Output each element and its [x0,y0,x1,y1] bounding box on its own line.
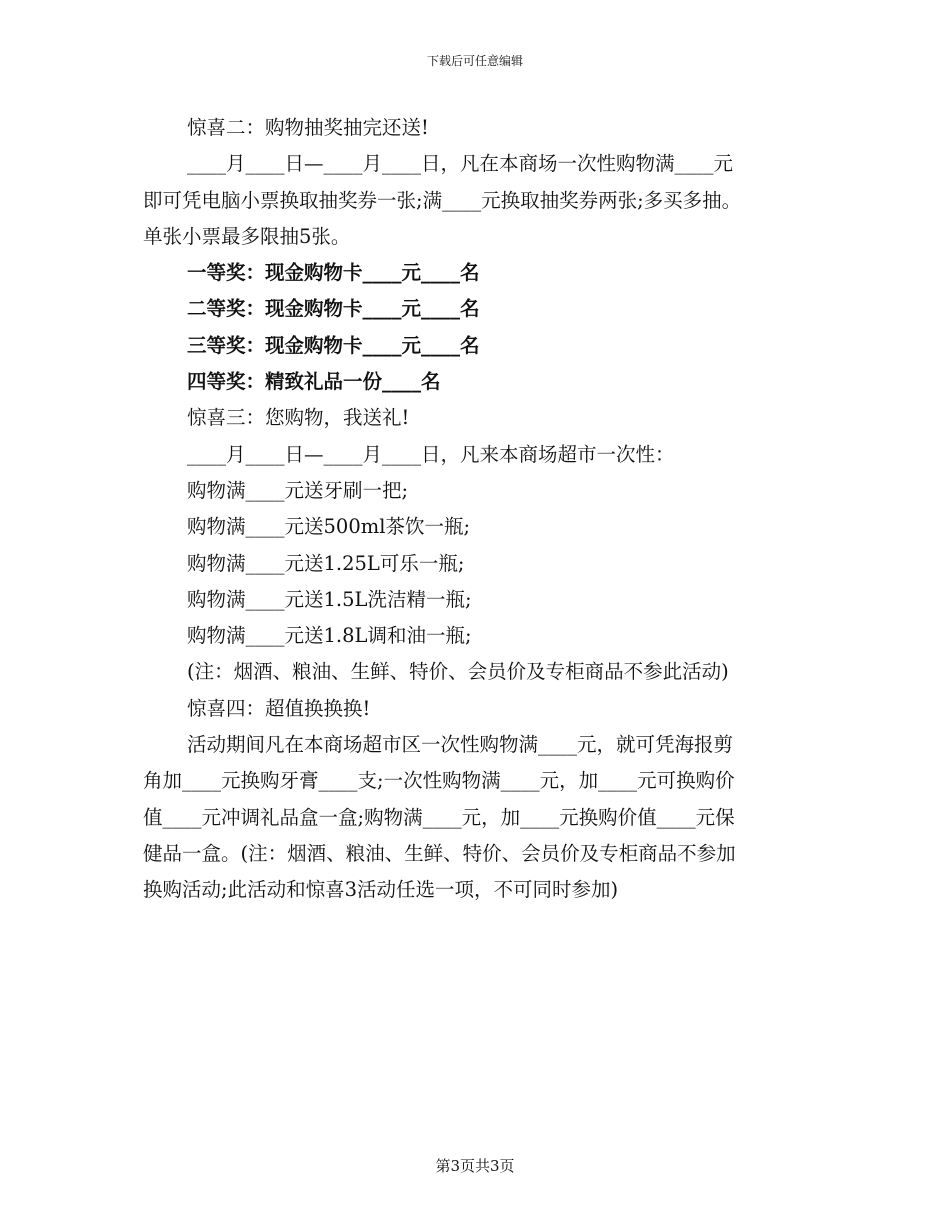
prize-fourth: 四等奖：精致礼品一份____名 [187,370,441,394]
document-body [143,110,813,909]
body-line: 角加____元换购牙膏____支;一次性购物满____元，加____元可换购价 [143,769,735,793]
body-line: 单张小票最多限抽5张。 [143,224,351,248]
prize-first: 一等奖：现金购物卡____元____名 [187,261,480,285]
page-header: 下载后可任意编辑 [426,54,523,68]
body-line: 值____元冲调礼品盒一盒;购物满____元，加____元换购价值____元保 [143,805,735,829]
section-heading-surprise-2: 惊喜二：购物抽奖抽完还送! [187,116,429,139]
prize-second: 二等奖：现金购物卡____元____名 [187,297,480,321]
body-line: 活动期间凡在本商场超市区一次性购物满____元，就可凭海报剪 [187,733,734,757]
gift-item: 购物满____元送500ml茶饮一瓶; [187,515,471,539]
gift-item: 购物满____元送1.8L调和油一瓶; [187,624,472,648]
section-heading-surprise-4: 惊喜四：超值换换换! [187,696,371,720]
gift-item: 购物满____元送牙刷一把; [187,478,409,502]
gift-item: 购物满____元送1.25L可乐一瓶; [187,551,465,575]
body-line: ____月____日—____月____日，凡来本商场超市一次性： [187,442,675,466]
body-line: 即可凭电脑小票换取抽奖券一张;满____元换取抽奖券两张;多买多抽。 [143,188,742,212]
body-line: 健品一盒。(注：烟酒、粮油、生鲜、特价、会员价及专柜商品不参加 [143,841,736,865]
gift-item: 购物满____元送1.5L洗洁精一瓶; [187,587,472,611]
note-line: (注：烟酒、粮油、生鲜、特价、会员价及专柜商品不参此活动) [187,660,729,684]
page-footer: 第3页共3页 [435,1157,515,1175]
body-line: 换购活动;此活动和惊喜3活动任选一项，不可同时参加) [143,878,619,902]
prize-third: 三等奖：现金购物卡____元____名 [187,333,480,357]
section-heading-surprise-3: 惊喜三：您购物，我送礼! [187,406,410,430]
body-line: ____月____日—____月____日，凡在本商场一次性购物满____元 [187,152,734,176]
